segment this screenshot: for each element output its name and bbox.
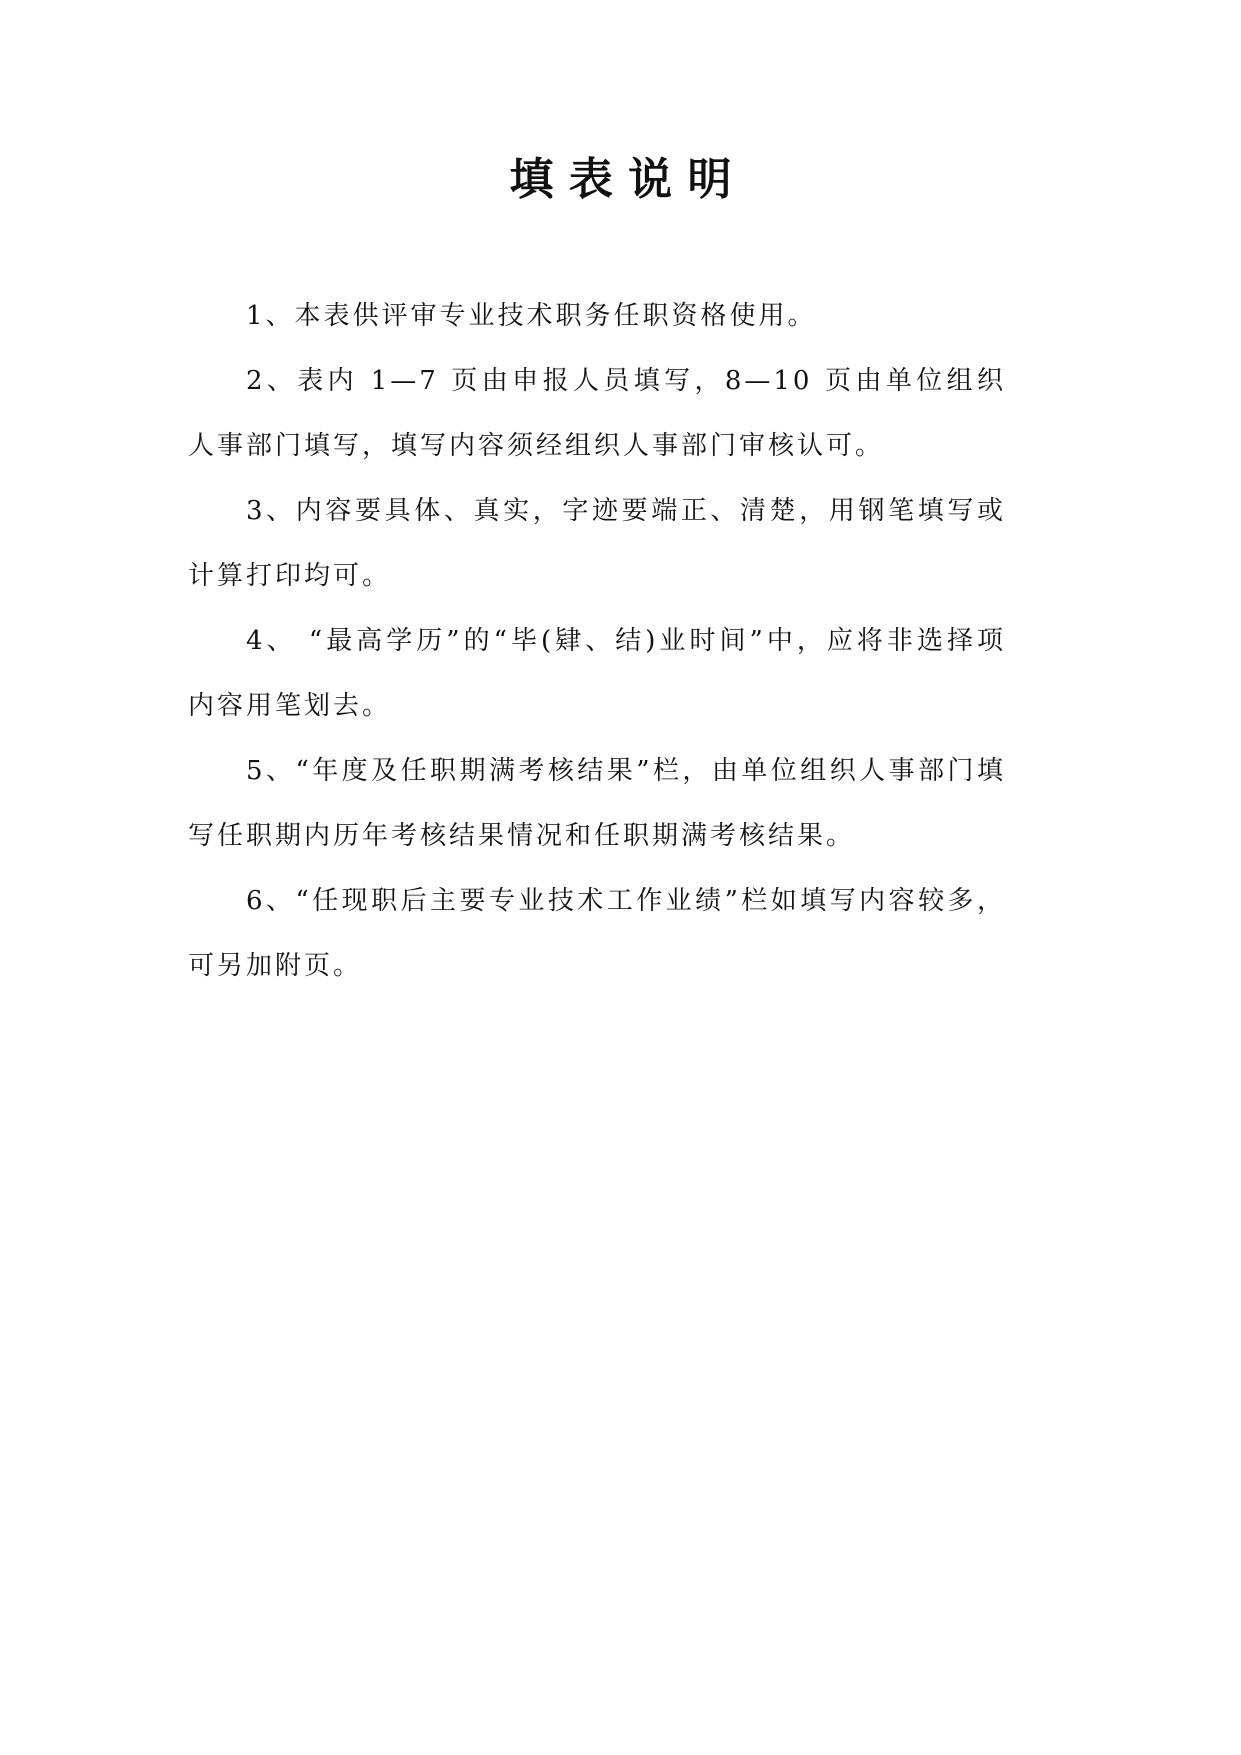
instruction-item-3: 3、内容要具体、真实，字迹要端正、清楚，用钢笔填写或计算打印均可。	[188, 496, 1006, 591]
page-title: 填 表 说 明	[509, 154, 732, 205]
instruction-item-4: 4、 “最高学历”的“毕(肄、结)业时间”中，应将非选择项内容用笔划去。	[188, 626, 1006, 721]
instructions-list	[188, 284, 1006, 999]
instruction-item-2: 2、表内 1—7 页由申报人员填写，8—10 页由单位组织人事部门填写，填写内容须经组织人事部门审核认可。	[188, 366, 1006, 461]
instruction-item-1: 1、本表供评审专业技术职务任职资格使用。	[246, 301, 817, 331]
instruction-item-6: 6、“任现职后主要专业技术工作业绩”栏如填写内容较多，可另加附页。	[188, 886, 1006, 981]
instruction-item-5: 5、“年度及任职期满考核结果”栏，由单位组织人事部门填写任职期内历年考核结果情况和任职期满考核结果。	[188, 756, 1006, 851]
